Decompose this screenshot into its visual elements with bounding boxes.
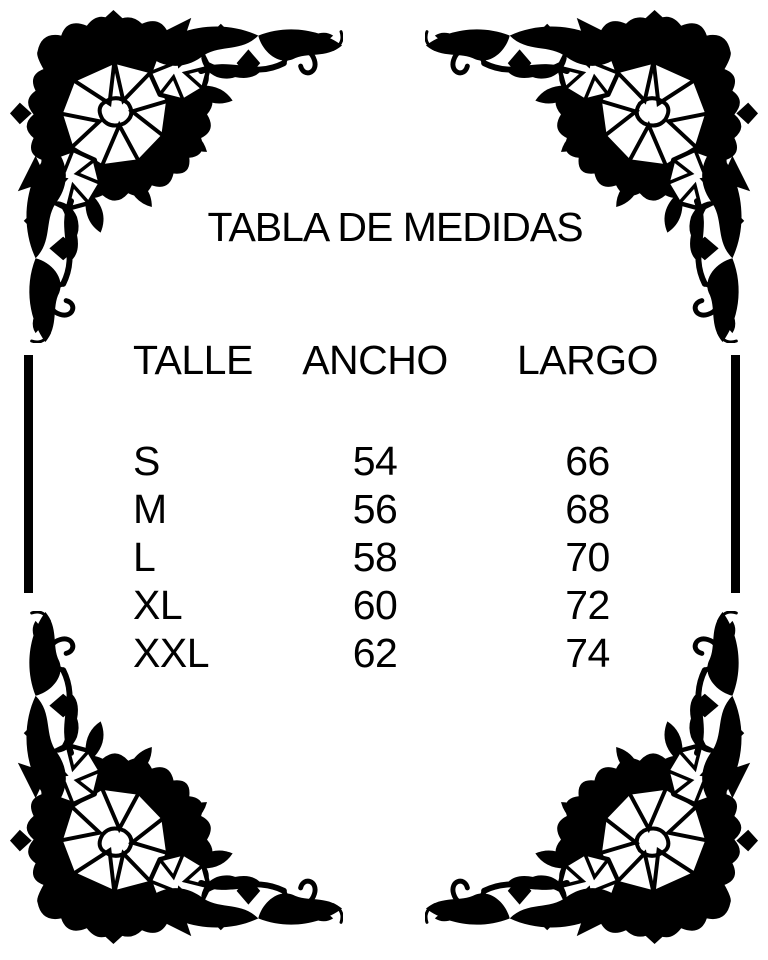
cell-width: 58 <box>352 534 398 580</box>
cell-size: L <box>133 534 156 580</box>
cell-size: M <box>133 486 167 532</box>
cell-width: 56 <box>352 486 398 532</box>
cell-length: 74 <box>565 630 610 676</box>
cell-length: 72 <box>565 582 610 628</box>
cell-size: XXL <box>133 630 209 676</box>
table-row <box>130 581 705 629</box>
floral-ornament-top-right-icon <box>425 8 760 343</box>
cell-width: 60 <box>352 582 398 628</box>
header-size: TALLE <box>133 337 253 383</box>
cell-length: 66 <box>565 438 610 484</box>
table-header-row <box>130 336 705 384</box>
table-row <box>130 533 705 581</box>
cell-width: 54 <box>352 438 398 484</box>
table-row <box>130 629 705 677</box>
right-border-bar <box>731 355 740 593</box>
cell-size: XL <box>133 582 183 628</box>
table-row <box>130 437 705 485</box>
table-row <box>130 485 705 533</box>
cell-width: 62 <box>352 630 398 676</box>
size-table <box>130 336 705 677</box>
page-title: TABLA DE MEDIDAS <box>207 204 583 250</box>
cell-size: S <box>133 438 160 484</box>
left-border-bar <box>24 355 33 593</box>
cell-length: 68 <box>565 486 610 532</box>
table-body <box>130 437 705 677</box>
header-width: ANCHO <box>302 337 448 383</box>
header-length: LARGO <box>516 337 659 383</box>
floral-ornament-top-left-icon <box>8 8 343 343</box>
cell-length: 70 <box>565 534 610 580</box>
